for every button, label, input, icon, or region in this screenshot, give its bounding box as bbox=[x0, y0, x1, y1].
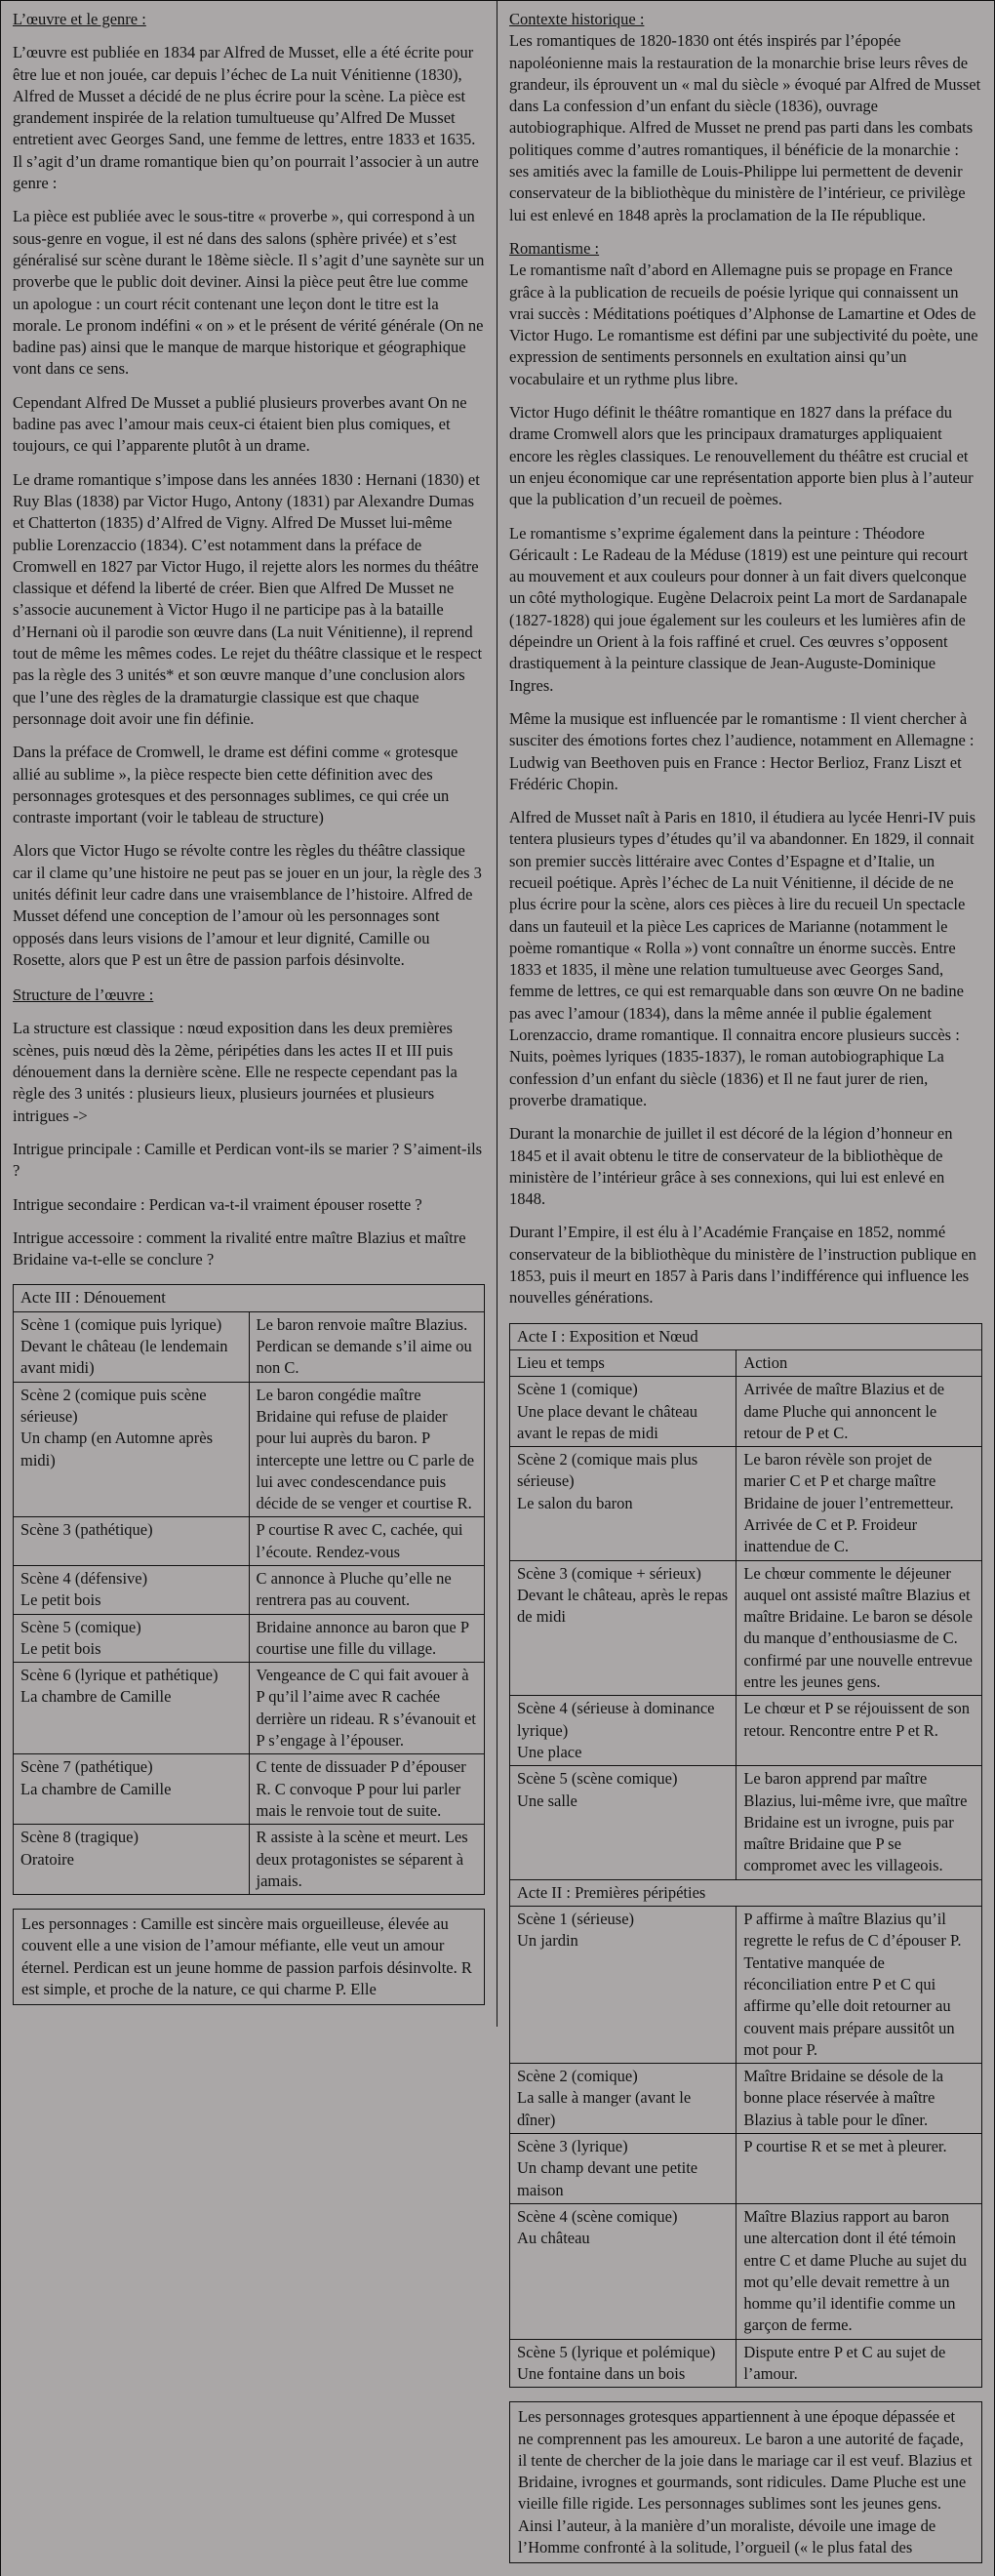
paragraph: Cependant Alfred De Musset a publié plusieurs proverbes avant On ne badine pas avec l’amour mais ceux-ci étaient bien plus comiques, et toujours, ce qui l’apparente plutôt à un drame. bbox=[13, 392, 467, 456]
scene-label: Scène 3 (comique + sérieux) bbox=[517, 1563, 701, 1583]
right-column bbox=[498, 1, 994, 2576]
scene-label: Scène 2 (comique puis scène sérieuse) bbox=[20, 1385, 207, 1426]
scene-label: Scène 4 (défensive) bbox=[20, 1569, 148, 1588]
act-row bbox=[510, 1323, 982, 1349]
scene-label: Scène 4 (sérieuse à dominance lyrique) bbox=[517, 1699, 715, 1740]
right-text-layer bbox=[509, 9, 982, 1309]
scene-cell bbox=[510, 1766, 736, 1879]
scene-cell bbox=[510, 1349, 736, 1376]
paragraph: Intrigue accessoire : comment la rivalité entre maître Blazius et maître Bridaine va-t-elle se conclure ? bbox=[13, 1228, 466, 1269]
scene-label: Scène 3 (pathétique) bbox=[20, 1520, 153, 1540]
structure-table bbox=[509, 1323, 982, 2389]
paragraph: Même la musique est influencée par le romantisme : Il vient chercher à susciter des émotions fortes chez l’audience, notamment en Allemagne : Ludwig van Beethoven puis en France : Hector Berlioz, Franz Liszt et Frédéric Chopin. bbox=[509, 708, 975, 793]
paragraph: Intrigue principale : Camille et Perdican vont-ils se marier ? S’aiment-ils ? bbox=[13, 1139, 483, 1181]
table-row bbox=[510, 1766, 982, 1879]
place-label: Un jardin bbox=[517, 1931, 578, 1951]
scene-cell bbox=[14, 1614, 250, 1663]
section-heading: Structure de l’œuvre : bbox=[13, 986, 154, 1005]
place-label: La salle à manger (avant le dîner) bbox=[517, 2088, 692, 2129]
place-label: Le petit bois bbox=[20, 1590, 101, 1610]
section-heading: Contexte historique : bbox=[509, 10, 645, 28]
action-cell: P affirme à maître Blazius qu’il regrette le refus de C d’épouser P. Tentative manquée de réconciliation entre P et C qui affirme qu’elle doit retourner au couvent mais prépare aussitôt un mot pour P. bbox=[736, 1907, 982, 2064]
paragraph: Dans la préface de Cromwell, le drame est défini comme « grotesque allié au sublime », la pièce respecte bien cette définition avec des personnages grotesques et des personnages sublimes, ce qui crée un contraste important (voir le tableau de structure) bbox=[13, 743, 458, 827]
place-label: Un champ (en Automne après midi) bbox=[20, 1429, 214, 1469]
action-cell: Le baron apprend par maître Blazius, lui-même ivre, que maître Bridaine est un ivrogne, puis par maître Bridaine que P se compromet avec les villageois. bbox=[736, 1766, 982, 1879]
paragraph: Intrigue secondaire : Perdican va-t-il vraiment épouser rosette ? bbox=[13, 1194, 422, 1214]
scene-cell bbox=[510, 2134, 736, 2204]
table-row bbox=[14, 1614, 485, 1663]
scene-label: Scène 3 (lyrique) bbox=[517, 2137, 628, 2156]
action-cell: Maître Bridaine se désole de la bonne place réservée à maître Blazius à table pour le dîner. bbox=[736, 2064, 982, 2134]
table-row bbox=[510, 1377, 982, 1447]
structure-table bbox=[13, 1284, 485, 1895]
table-row bbox=[510, 1696, 982, 1766]
table-row bbox=[510, 2134, 982, 2204]
paragraph: Alors que Victor Hugo se révolte contre les règles du théâtre classique car il clame qu’une histoire ne peut pas se jouer en un jour, la règle des 3 unités définit leur cadre dans une vraisemblance de l’histoire. Alfred de Musset défend une conception de l’amour où les personnages sont opposés dans leurs visions de l’amour et leur dignité, Camille ou Rosette, alors que P est un être de passion parfois désinvolte. bbox=[13, 841, 482, 969]
table-row bbox=[14, 1663, 485, 1754]
action-cell: Le baron congédie maître Bridaine qui refuse de plaider pour lui auprès du baron. P intercepte une lettre ou C parle de lui avec condescendance puis décide de se venger et courtise R. bbox=[249, 1382, 485, 1517]
scene-cell bbox=[14, 1566, 250, 1615]
left-characters-box bbox=[13, 1909, 485, 2005]
scene-label: Scène 1 (comique puis lyrique) bbox=[20, 1314, 222, 1334]
act-title: Acte III : Dénouement bbox=[14, 1285, 485, 1311]
action-cell: P courtise R avec C, cachée, qui l’écoute. Rendez-vous bbox=[249, 1517, 485, 1566]
scene-cell bbox=[14, 1311, 250, 1382]
scene-cell bbox=[510, 1696, 736, 1766]
place-label: Oratoire bbox=[20, 1849, 74, 1869]
paragraph: Le drame romantique s’impose dans les années 1830 : Hernani (1830) et Ruy Blas (1838) par Victor Hugo, Antony (1831) par Alexandre Dumas et Chatterton (1835) d’Alfred de Vigny. Alfred De Musset lui-même publie Lorenzaccio (1834). C’est notamment dans la préface de Cromwell en 1827 par Victor Hugo, il rejette alors les normes du théâtre classique et défend la liberté de créer. Bien que Alfred De Musset ne s’associe aucunement à Victor Hugo il ne participe pas à la bataille d’Hernani où il parodie son œuvre dans (La nuit Vénitienne), il reprend tout de même les mêmes codes. Le rejet du théâtre classique et le respect pas la règle des 3 unités* et son œuvre manque d’une conclusion alors que l’une des règles de la dramaturgie classique est que chaque personnage doit avoir une fin définie. bbox=[13, 469, 483, 728]
action-cell: Le baron renvoie maître Blazius. Perdican se demande s’il aime ou non C. bbox=[249, 1311, 485, 1382]
table-row bbox=[14, 1566, 485, 1615]
action-cell: Dispute entre P et C au sujet de l’amour. bbox=[736, 2339, 982, 2388]
scene-label: Scène 7 (pathétique) bbox=[20, 1757, 153, 1777]
table-row bbox=[510, 2203, 982, 2339]
act-title: Acte II : Premières péripéties bbox=[510, 1879, 982, 1906]
paragraph: Les romantiques de 1820-1830 ont étés inspirés par l’épopée napoléonienne mais la restauration de la monarchie brise leurs rêves de grandeur, ils éprouvent un « mal du siècle » évoqué par Alfred de Musset dans La confession d’un enfant du siècle (1836), ouvrage autobiographique. Alfred de Musset ne prend pas parti dans les combats politiques comme d’autres romantiques, il bénéficie de la monarchie : ses amitiés avec la famille de Louis-Philippe lui permettent de devenir conservateur de la bibliothèque du ministère de l’intérieur, ce privilège lui est enlevé en 1848 après la proclamation de la IIe république. bbox=[509, 31, 981, 224]
action-cell: Bridaine annonce au baron que P courtise une fille du village. bbox=[249, 1614, 485, 1663]
action-cell: Le chœur et P se réjouissent de son retour. Rencontre entre P et R. bbox=[736, 1696, 982, 1766]
action-cell: Vengeance de C qui fait avouer à P qu’il l’aime avec R cachée derrière un rideau. R s’évanouit et P s’engage à l’épouser. bbox=[249, 1663, 485, 1754]
paragraph: Durant la monarchie de juillet il est décoré de la légion d’honneur en 1845 et il avait obtenu le titre de conservateur de la bibliothèque de ministère de l’intérieur grâce à ses connexions, qui lui est enlevé en 1848. bbox=[509, 1124, 953, 1209]
place-label: Au château bbox=[517, 2229, 590, 2248]
right-table-wrap bbox=[509, 1323, 982, 2389]
place-label: La chambre de Camille bbox=[20, 1779, 172, 1798]
header-row bbox=[510, 1349, 982, 1376]
action-cell: R assiste à la scène et meurt. Les deux protagonistes se séparent à jamais. bbox=[249, 1825, 485, 1895]
scene-label: Scène 5 (scène comique) bbox=[517, 1769, 678, 1789]
left-column bbox=[1, 1, 498, 2027]
scene-label: Scène 8 (tragique) bbox=[20, 1828, 139, 1847]
act-title: Acte I : Exposition et Nœud bbox=[510, 1323, 982, 1349]
action-cell: C annonce à Pluche qu’elle ne rentrera pas au couvent. bbox=[249, 1566, 485, 1615]
scene-label: Scène 1 (sérieuse) bbox=[517, 1910, 635, 1929]
table-row bbox=[14, 1517, 485, 1566]
action-cell: Action bbox=[736, 1349, 982, 1376]
place-label: Devant le château, après le repas de midi bbox=[517, 1585, 729, 1627]
place-label: Une salle bbox=[517, 1791, 577, 1810]
scene-cell bbox=[510, 1447, 736, 1560]
left-text-layer bbox=[13, 9, 485, 971]
place-label: Le salon du baron bbox=[517, 1493, 633, 1512]
place-label: Devant le château (le lendemain avant midi) bbox=[20, 1337, 228, 1378]
table-row bbox=[510, 1907, 982, 2064]
action-cell: P courtise R et se met à pleurer. bbox=[736, 2134, 982, 2204]
action-cell: Maître Blazius rapport au baron une altercation dont il été témoin entre C et dame Pluche au sujet du mot qu’elle devait remettre à un homme qu’il identifie comme un garçon de ferme. bbox=[736, 2203, 982, 2339]
table-row bbox=[510, 1447, 982, 1560]
scene-cell bbox=[510, 1377, 736, 1447]
table-row bbox=[14, 1311, 485, 1382]
structure-text-layer bbox=[13, 985, 485, 1270]
table-row bbox=[510, 1560, 982, 1696]
table-row bbox=[510, 2339, 982, 2388]
place-label: Une place bbox=[517, 1742, 582, 1761]
scene-cell bbox=[14, 1517, 250, 1566]
section-heading: Romantisme : bbox=[509, 238, 600, 258]
act-row bbox=[510, 1879, 982, 1906]
action-cell: Le baron révèle son projet de marier C et P et charge maître Bridaine de jouer l’entremetteur. Arrivée de C et P. Froideur inattendue de C. bbox=[736, 1447, 982, 1560]
scene-label: Scène 1 (comique) bbox=[517, 1380, 638, 1399]
table-row bbox=[14, 1382, 485, 1517]
scene-cell bbox=[14, 1382, 250, 1517]
paragraph: Victor Hugo définit le théâtre romantique en 1827 dans la préface du drame Cromwell alors que les principaux dramaturges appliquaient encore les règles classiques. Le renouvellement du théâtre est crucial et un enjeu économique car une représentation apporte bien plus à l’auteur que la publication d’un recueil de poèmes. bbox=[509, 403, 974, 509]
act-row bbox=[14, 1285, 485, 1311]
scene-cell bbox=[14, 1754, 250, 1825]
section-heading: L’œuvre et le genre : bbox=[13, 10, 146, 28]
scene-cell bbox=[510, 1560, 736, 1696]
place-label: La chambre de Camille bbox=[20, 1687, 172, 1707]
paragraph: Le romantisme naît d’abord en Allemagne puis se propage en France grâce à la publication de recueils de poésie lyrique qui connaissent un vrai succès : Méditations poétiques d’Alphonse de Lamartine et Odes de Victor Hugo. Le romantisme est défini par une subjectivité du poète, une expression de sentiments personnels en exultation ainsi qu’un vocabulaire et un rythme plus libre. bbox=[509, 261, 978, 388]
left-table-wrap bbox=[13, 1284, 485, 1895]
paragraph: La structure est classique : nœud exposition dans les deux premières scènes, puis nœud dès la 2ème, péripéties dans les actes II et III puis dénouement dans la dernière scène. Elle ne respecte cependant pas la règle des 3 unités : plusieurs lieux, plusieurs journées et plusieurs intrigues -> bbox=[13, 1019, 458, 1125]
left-characters-text: Les personnages : Camille est sincère mais orgueilleuse, élevée au couvent elle a une vision de l’amour méfiante, elle veut un amour éternel. Perdican est un jeune homme de passion parfois désinvolte. R est simple, et proche de la nature, ce qui charme P. Elle bbox=[21, 1914, 472, 1999]
place-label: Une fontaine dans un bois bbox=[517, 2363, 686, 2383]
action-cell: C tente de dissuader P d’épouser R. C convoque P pour lui parler mais le renvoie tout de suite. bbox=[249, 1754, 485, 1825]
scene-cell bbox=[510, 2064, 736, 2134]
table-row bbox=[14, 1825, 485, 1895]
right-characters-text: Les personnages grotesques appartiennent à une époque dépassée et ne comprennent pas les amoureux. Le baron a une autorité de façade, il tente de chercher de la joie dans le mariage car il est veuf. Blazius et Bridaine, ivrognes et gourmands, sont ridicules. Dame Pluche est une vieille fille rigide. Les personnages sublimes sont les jeunes gens. Ainsi l’auteur, à la manière d’un moraliste, dévoile une image de l’Homme confronté à la solitude, l’orgueil (« le plus fatal des bbox=[518, 2407, 973, 2557]
action-cell: Arrivée de maître Blazius et de dame Pluche qui annoncent le retour de P et C. bbox=[736, 1377, 982, 1447]
action-cell: Le chœur commente le déjeuner auquel ont assisté maître Blazius et maître Bridaine. Le baron se désole du manque d’enthousiasme de C. confirmé par une nouvelle entrevue entre les jeunes gens. bbox=[736, 1560, 982, 1696]
paragraph: L’œuvre est publiée en 1834 par Alfred de Musset, elle a été écrite pour être lue et non jouée, car depuis l’échec de La nuit Vénitienne (1830), Alfred de Musset a décidé de ne plus écrire pour la scène. La pièce est grandement inspirée de la relation tumultueuse qu’Alfred De Musset entretient avec Georges Sand, une femme de lettres, entre 1833 et 1635. Il s’agit d’un drame romantique bien qu’on pourrait l’associer à un autre genre : bbox=[13, 43, 479, 193]
scene-label: Scène 4 (scène comique) bbox=[517, 2206, 678, 2226]
right-characters-box bbox=[509, 2401, 982, 2563]
place-label: Le petit bois bbox=[20, 1638, 101, 1658]
scene-cell bbox=[510, 1907, 736, 2064]
paragraph: Alfred de Musset naît à Paris en 1810, il étudiera au lycée Henri-IV puis tentera plusieurs types d’études qu’il va abandonner. En 1829, il connait son premier succès littéraire avec Contes d’Espagne et d’Italie, un recueil poétique. Après l’échec de La nuit Vénitienne, il décide de ne plus écrire pour la scène, alors ces pièces à lire du recueil Un spectacle dans un fauteuil et la pièce Les caprices de Marianne (notamment le poème romantique « Rolla ») vont connaître un énorme succès. Entre 1833 et 1835, il mène une relation tumultueuse avec Georges Sand, femme de lettres, ce qui est remarquable dans son œuvre On ne badine pas avec l’amour (1834), dans la même année il publie également Lorenzaccio, drame romantique. Il connaitra encore plusieurs succès : Nuits, poèmes lyriques (1835-1837), le roman autobiographique La confession d’un enfant du siècle (1836) et Il ne faut jurer de rien, proverbe dramatique. bbox=[509, 808, 976, 1109]
scene-cell bbox=[14, 1825, 250, 1895]
scene-label: Scène 2 (comique) bbox=[517, 2067, 638, 2086]
table-row bbox=[14, 1754, 485, 1825]
scene-cell bbox=[510, 2203, 736, 2339]
paragraph: Durant l’Empire, il est élu à l’Académie Française en 1852, nommé conservateur de la bibliothèque du ministère de l’instruction publique en 1853, puis il meurt en 1857 à Paris dans l’indifférence qui influence les nouvelles générations. bbox=[509, 1223, 976, 1308]
paragraph: La pièce est publiée avec le sous-titre « proverbe », qui correspond à un sous-genre en vogue, il est né dans des salons (sphère privée) et s’est généralisé sur scène durant le 18ème siècle. Il s’agit d’une saynète sur un proverbe que le public doit deviner. Ainsi la pièce peut être lue comme un apologue : un court récit contenant une leçon dont le titre est la morale. Le pronom indéfini « on » et le présent de vérité générale (On ne badine pas) ainsi que le manque de marque historique et géographique vont dans ce sens. bbox=[13, 207, 485, 379]
scene-label: Scène 6 (lyrique et pathétique) bbox=[20, 1666, 219, 1685]
scene-cell bbox=[510, 2339, 736, 2388]
place-label: Un champ devant une petite maison bbox=[517, 2158, 698, 2199]
scene-label: Lieu et temps bbox=[517, 1352, 605, 1372]
scene-label: Scène 5 (lyrique et polémique) bbox=[517, 2342, 716, 2361]
scene-label: Scène 2 (comique mais plus sérieuse) bbox=[517, 1450, 698, 1491]
table-row bbox=[510, 2064, 982, 2134]
paragraph: Le romantisme s’exprime également dans la peinture : Théodore Géricault : Le Radeau de la Méduse (1819) est une peinture qui recourt au mouvement et aux couleurs pour donner à un fait divers quelconque un côté mythologique. Eugène Delacroix peint La mort de Sardanapale (1827-1828) qui joue également sur les couleurs et les lumières afin de dépeindre un Orient à la fois raffiné et cruel. Ces œuvres s’opposent drastiquement à la peinture classique de Jean-Auguste-Dominique Ingres. bbox=[509, 523, 969, 695]
scene-cell bbox=[14, 1663, 250, 1754]
scene-label: Scène 5 (comique) bbox=[20, 1617, 141, 1636]
place-label: Une place devant le château avant le repas de midi bbox=[517, 1401, 698, 1442]
